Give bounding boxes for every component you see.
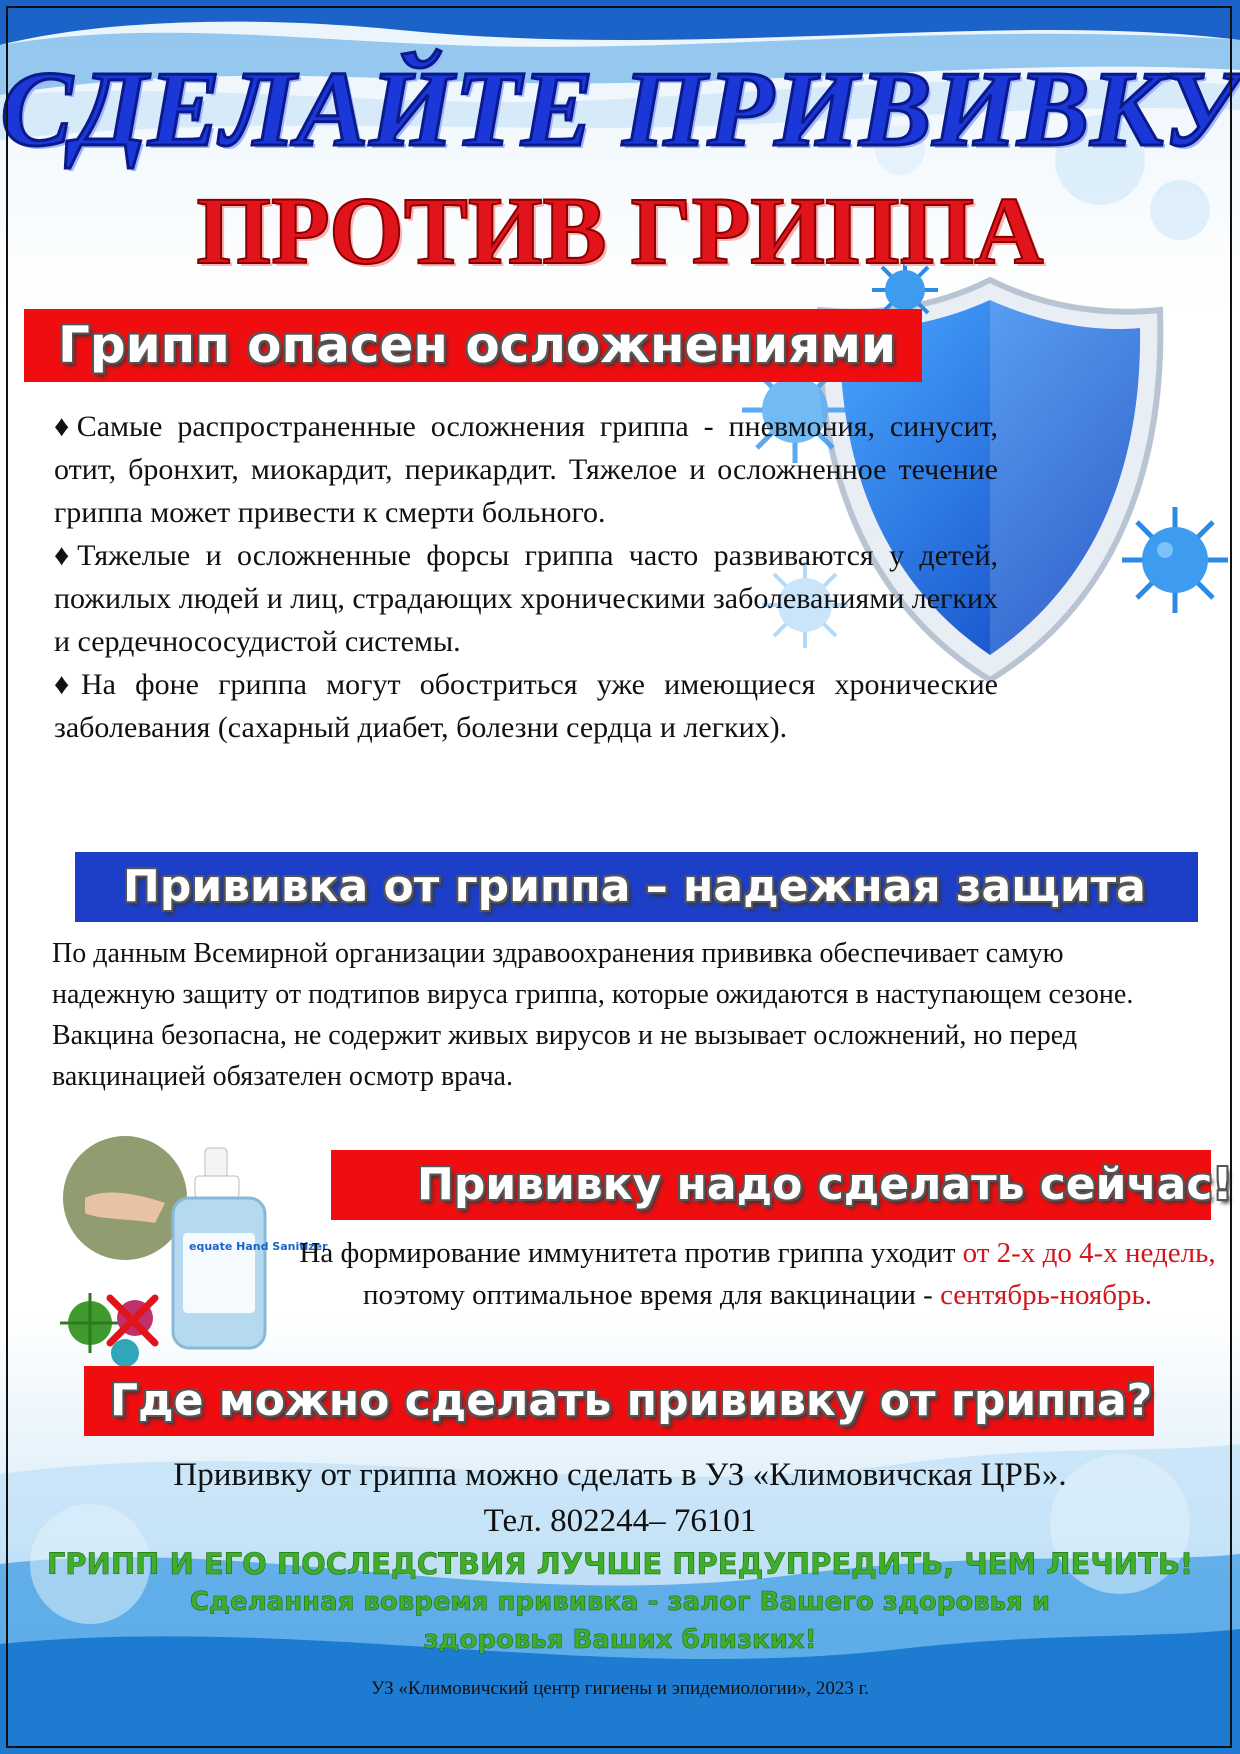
slogan-line1: ГРИПП И ЕГО ПОСЛЕДСТВИЯ ЛУЧШЕ ПРЕДУПРЕДИТЬ, ЧЕМ ЛЕЧИТЬ! [46,1547,1194,1581]
highlight-weeks: от 2-х до 4-х недель, [962,1237,1216,1269]
section-heading-protection: Прививка от гриппа – надежная защита [75,852,1198,922]
bottle-label: equate Hand Sanitizer [189,1240,328,1253]
paragraph: ♦На фоне гриппа могут обостриться уже имеющиеся хронические заболевания (сахарный диабет, болезни сердца и легких). [54,668,998,744]
slogan-line2: Сделанная вовремя прививка - залог Вашего здоровья и [189,1587,1051,1617]
protection-text [52,933,1182,1097]
paragraph: ♦Тяжелые и осложненные форсы гриппа часто развиваются у детей, пожилых людей и лиц, страдающих хроническими заболеваниями легких и сердечнососудистой системы. [54,539,998,658]
where-text [0,1452,1240,1544]
paragraph: По данным Всемирной организации здравоохранения прививка обеспечивает самую надежную защиту от подтипов вируса гриппа, которые ожидаются в наступающем сезоне. [52,938,1134,1010]
text: На формирование иммунитета против гриппа уходит [299,1237,963,1269]
text: поэтому оптимальное время для вакцинации - [362,1279,941,1311]
section-heading-complications: Грипп опасен осложнениями [24,309,922,382]
virus-icon [1120,505,1230,615]
paragraph: ♦Самые распространенные осложнения гриппа - пневмония, синусит, отит, бронхит, миокардит, перикардит. Тяжелое и осложненное течение гриппа может привести к смерти больного. [54,410,998,529]
section-heading-now: Прививку надо сделать сейчас! [331,1150,1211,1220]
paragraph: Вакцина безопасна, не содержит живых вирусов и не вызывает осложнений, но перед вакцинацией обязателен осмотр врача. [52,1020,1078,1092]
timing-text [285,1232,1230,1316]
main-title-line1: СДЕЛАЙТЕ ПРИВИВКУ [0,50,1240,169]
location-line: Прививку от гриппа можно сделать в УЗ «Климовичская ЦРБ». [173,1457,1067,1493]
slogan [0,1545,1240,1659]
main-title-line2: ПРОТИВ ГРИППА [196,177,1044,284]
phone-line: Тел. 802244– 76101 [483,1503,757,1539]
section-heading-where: Где можно сделать прививку от гриппа? [84,1366,1154,1436]
footer-credit: УЗ «Климовичский центр гигиены и эпидемиологии», 2023 г. [370,1678,870,1699]
highlight-months: сентябрь-ноябрь. [940,1279,1152,1311]
hand-sanitizer-illustration [55,1128,328,1368]
complications-text [54,405,998,749]
slogan-line3: здоровья Ваших близких! [423,1625,817,1655]
virus-icon [111,1339,139,1367]
